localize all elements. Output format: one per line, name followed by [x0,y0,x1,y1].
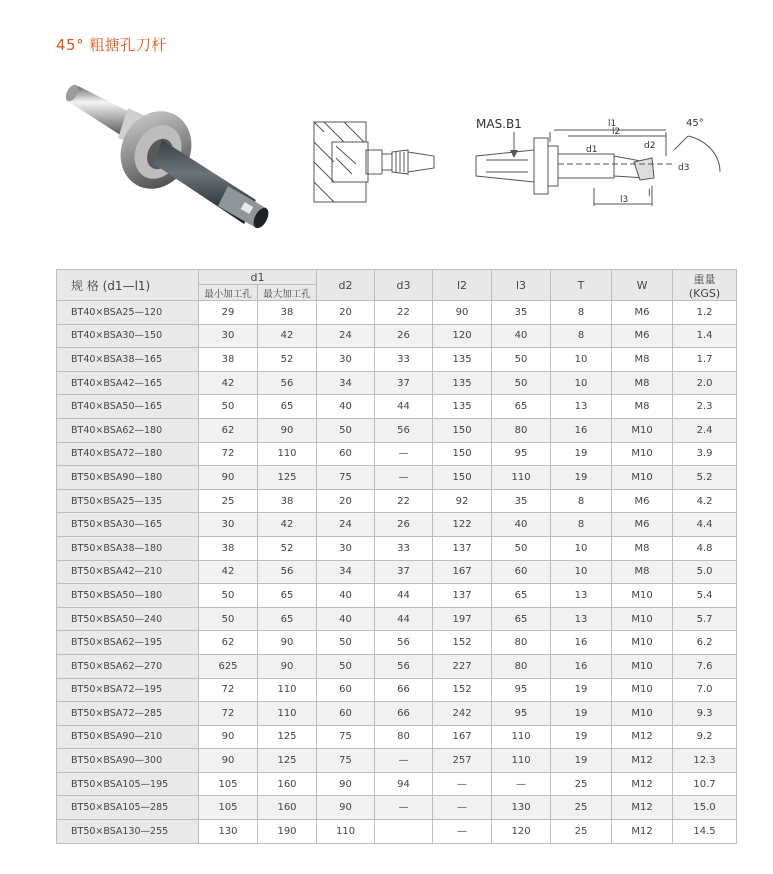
cell-weight: 9.2 [673,725,737,749]
cell-weight: 15.0 [673,796,737,820]
table-row [57,654,737,678]
cell-weight: 7.6 [673,654,737,678]
cell-w: M12 [612,820,673,844]
cell-t: 13 [551,395,612,419]
cell-d1-max: 65 [258,584,317,608]
cell-l2: 152 [433,678,492,702]
cell-w: M10 [612,654,673,678]
table-row [57,371,737,395]
cell-d1-min: 130 [199,820,258,844]
table-row [57,418,737,442]
table-row [57,301,737,325]
cell-l3: 80 [492,418,551,442]
cell-d1-max: 110 [258,442,317,466]
cell-l3: 60 [492,560,551,584]
cell-d1-max: 160 [258,796,317,820]
cell-t: 16 [551,631,612,655]
table-row [57,324,737,348]
cell-l3: 95 [492,702,551,726]
cell-d1-min: 72 [199,442,258,466]
cell-d3: — [375,466,433,490]
cell-d3: 26 [375,513,433,537]
cell-d3: 22 [375,489,433,513]
table-row [57,772,737,796]
cell-t: 19 [551,442,612,466]
cell-model: BT40×BSA25—120 [57,301,199,325]
cell-d1-max: 52 [258,536,317,560]
cell-l3: 110 [492,466,551,490]
cell-t: 8 [551,301,612,325]
cell-t: 19 [551,466,612,490]
table-row [57,348,737,372]
cell-t: 8 [551,513,612,537]
cell-t: 19 [551,749,612,773]
cell-model: BT50×BSA62—195 [57,631,199,655]
cell-w: M10 [612,584,673,608]
cell-d1-max: 42 [258,324,317,348]
cell-model: BT50×BSA105—195 [57,772,199,796]
cell-l2: 90 [433,301,492,325]
cell-t: 10 [551,560,612,584]
spec-table [56,269,737,844]
cell-d1-min: 25 [199,489,258,513]
cell-d3: 22 [375,301,433,325]
cell-d3: — [375,749,433,773]
cell-d1-max: 90 [258,654,317,678]
cell-t: 8 [551,489,612,513]
cell-l2: 135 [433,348,492,372]
table-row [57,560,737,584]
header-d2: d2 [317,270,375,301]
cell-d2: 60 [317,702,375,726]
dimension-drawing [474,106,739,224]
cell-d2: 20 [317,301,375,325]
header-t: T [551,270,612,301]
cell-d3: 56 [375,631,433,655]
cell-l2: 92 [433,489,492,513]
label-d3: d3 [678,163,690,173]
cell-d3 [375,820,433,844]
cell-d3: 66 [375,678,433,702]
cell-d1-min: 62 [199,631,258,655]
cell-d1-max: 190 [258,820,317,844]
label-l1: l1 [608,119,617,129]
cell-l2: 135 [433,371,492,395]
label-mas: MAS.B1 [476,117,522,131]
cell-d3: 44 [375,584,433,608]
cell-w: M12 [612,749,673,773]
cell-w: M8 [612,560,673,584]
cell-d3: 44 [375,395,433,419]
cell-model: BT50×BSA25—135 [57,489,199,513]
cell-l3: 35 [492,301,551,325]
cell-l2: 227 [433,654,492,678]
cell-w: M10 [612,442,673,466]
cell-l3: 95 [492,442,551,466]
cell-l2: 197 [433,607,492,631]
table-row [57,678,737,702]
cell-model: BT50×BSA90—210 [57,725,199,749]
cell-w: M10 [612,418,673,442]
cell-d2: 50 [317,631,375,655]
cell-model: BT50×BSA38—180 [57,536,199,560]
cell-l2: 120 [433,324,492,348]
table-row [57,702,737,726]
cell-weight: 12.3 [673,749,737,773]
table-row [57,607,737,631]
cell-d1-max: 90 [258,418,317,442]
cell-d1-min: 90 [199,725,258,749]
cell-model: BT50×BSA50—180 [57,584,199,608]
cell-model: BT40×BSA50—165 [57,395,199,419]
cell-l3: 65 [492,607,551,631]
cell-model: BT50×BSA42—210 [57,560,199,584]
cell-l2: 137 [433,536,492,560]
cell-l2: 150 [433,466,492,490]
cell-d1-min: 62 [199,418,258,442]
cell-d3: 26 [375,324,433,348]
table-row [57,489,737,513]
cell-d1-max: 38 [258,301,317,325]
cell-model: BT40×BSA42—165 [57,371,199,395]
cell-model: BT50×BSA105—285 [57,796,199,820]
cell-d2: 60 [317,442,375,466]
cell-d2: 110 [317,820,375,844]
cell-l2: 257 [433,749,492,773]
cell-model: BT50×BSA30—165 [57,513,199,537]
cell-t: 19 [551,678,612,702]
label-d1: d1 [586,145,598,155]
cell-d3: 33 [375,536,433,560]
cell-t: 25 [551,796,612,820]
cell-t: 25 [551,820,612,844]
header-model: 规 格 (d1—l1) [57,270,199,301]
table-row [57,749,737,773]
cell-d1-max: 160 [258,772,317,796]
label-l: l [648,189,651,199]
cell-d1-min: 90 [199,466,258,490]
cell-weight: 5.4 [673,584,737,608]
table-row [57,820,737,844]
cell-weight: 2.4 [673,418,737,442]
cell-t: 16 [551,654,612,678]
cell-weight: 1.4 [673,324,737,348]
cell-d1-min: 105 [199,772,258,796]
cell-d1-max: 110 [258,702,317,726]
cell-d2: 40 [317,395,375,419]
cell-l3: 95 [492,678,551,702]
cell-d1-min: 50 [199,395,258,419]
cell-l3: 65 [492,584,551,608]
table-row [57,631,737,655]
cell-d2: 90 [317,772,375,796]
cell-weight: 5.0 [673,560,737,584]
cell-d3: 66 [375,702,433,726]
cell-d1-min: 30 [199,513,258,537]
cell-l3: 40 [492,324,551,348]
cell-d1-max: 56 [258,560,317,584]
cell-t: 19 [551,702,612,726]
cell-w: M8 [612,395,673,419]
page-title: 45° 粗搪孔刀杆 [56,36,167,54]
cell-weight: 2.3 [673,395,737,419]
header-w: W [612,270,673,301]
cell-l2: 242 [433,702,492,726]
cell-l3: 50 [492,348,551,372]
cell-model: BT40×BSA38—165 [57,348,199,372]
cell-d1-min: 625 [199,654,258,678]
table-row [57,725,737,749]
cell-model: BT50×BSA72—285 [57,702,199,726]
cell-model: BT50×BSA62—270 [57,654,199,678]
cell-l2: — [433,772,492,796]
label-l3: l3 [620,195,629,205]
cell-w: M8 [612,371,673,395]
cell-d2: 24 [317,324,375,348]
table-row [57,442,737,466]
cell-l3: 65 [492,395,551,419]
cell-model: BT50×BSA50—240 [57,607,199,631]
cell-l2: — [433,796,492,820]
cell-d1-max: 65 [258,607,317,631]
cell-t: 10 [551,371,612,395]
cell-w: M10 [612,466,673,490]
cell-w: M8 [612,348,673,372]
cell-d1-max: 65 [258,395,317,419]
cell-d3: 56 [375,418,433,442]
spec-table-body [57,301,737,844]
label-d2: d2 [644,141,656,151]
header-d3: d3 [375,270,433,301]
cell-l2: 150 [433,442,492,466]
cell-l2: — [433,820,492,844]
cell-l3: 130 [492,796,551,820]
cell-l3: 80 [492,654,551,678]
cell-d1-max: 125 [258,749,317,773]
cell-d3: 37 [375,560,433,584]
table-row [57,395,737,419]
table-row [57,513,737,537]
cell-d1-min: 72 [199,678,258,702]
cell-d1-min: 42 [199,371,258,395]
cell-w: M6 [612,489,673,513]
cell-model: BT50×BSA90—180 [57,466,199,490]
cell-w: M8 [612,536,673,560]
table-row [57,536,737,560]
label-angle: 45° [686,118,704,129]
header-d1-max: 最大加工孔 [258,285,317,301]
cell-d3: 94 [375,772,433,796]
cell-l2: 167 [433,725,492,749]
cell-d1-min: 50 [199,584,258,608]
cell-weight: 2.0 [673,371,737,395]
cell-t: 8 [551,324,612,348]
cell-d3: 44 [375,607,433,631]
cell-l2: 135 [433,395,492,419]
cell-d1-max: 52 [258,348,317,372]
cell-d1-min: 29 [199,301,258,325]
cell-w: M10 [612,678,673,702]
cell-d1-min: 38 [199,536,258,560]
cell-d3: — [375,796,433,820]
header-weight-label: 重量 [693,272,716,286]
cell-weight: 4.4 [673,513,737,537]
cell-w: M10 [612,702,673,726]
cell-weight: 3.9 [673,442,737,466]
cell-weight: 1.7 [673,348,737,372]
header-l3: l3 [492,270,551,301]
cell-d1-max: 125 [258,466,317,490]
cell-d1-min: 72 [199,702,258,726]
cell-l3: 40 [492,513,551,537]
cell-d2: 75 [317,749,375,773]
table-row [57,796,737,820]
cell-l3: 120 [492,820,551,844]
cell-d1-max: 42 [258,513,317,537]
cell-d2: 30 [317,348,375,372]
cell-w: M10 [612,631,673,655]
cell-d3: — [375,442,433,466]
cell-w: M6 [612,513,673,537]
cell-model: BT40×BSA62—180 [57,418,199,442]
cell-d1-min: 38 [199,348,258,372]
cell-l3: 50 [492,371,551,395]
cell-d3: 80 [375,725,433,749]
cell-model: BT40×BSA30—150 [57,324,199,348]
cell-t: 10 [551,536,612,560]
cell-d1-min: 42 [199,560,258,584]
cell-model: BT50×BSA90—300 [57,749,199,773]
cell-d2: 75 [317,466,375,490]
cell-d1-max: 110 [258,678,317,702]
cell-w: M6 [612,324,673,348]
cell-l3: — [492,772,551,796]
cell-d2: 60 [317,678,375,702]
cell-d1-min: 90 [199,749,258,773]
cell-d1-min: 105 [199,796,258,820]
cell-d2: 50 [317,418,375,442]
cell-weight: 9.3 [673,702,737,726]
table-row [57,466,737,490]
header-d1: d1 [199,270,317,285]
cell-l2: 122 [433,513,492,537]
cell-model: BT50×BSA72—195 [57,678,199,702]
cell-d1-min: 30 [199,324,258,348]
cell-weight: 6.2 [673,631,737,655]
cell-t: 25 [551,772,612,796]
cell-d1-max: 125 [258,725,317,749]
cell-t: 19 [551,725,612,749]
cell-weight: 14.5 [673,820,737,844]
cell-d1-max: 56 [258,371,317,395]
header-l2: l2 [433,270,492,301]
cell-d3: 56 [375,654,433,678]
cell-d2: 24 [317,513,375,537]
cell-t: 13 [551,584,612,608]
header-d1-min: 最小加工孔 [199,285,258,301]
cell-d2: 75 [317,725,375,749]
cell-w: M12 [612,772,673,796]
cell-l3: 80 [492,631,551,655]
cell-l2: 137 [433,584,492,608]
cell-weight: 5.7 [673,607,737,631]
cell-weight: 1.2 [673,301,737,325]
cell-l3: 110 [492,749,551,773]
cell-d2: 34 [317,560,375,584]
cell-d1-min: 50 [199,607,258,631]
cell-d2: 30 [317,536,375,560]
header-weight [673,270,737,301]
cell-weight: 4.2 [673,489,737,513]
cell-d2: 34 [317,371,375,395]
cell-d2: 40 [317,607,375,631]
cell-weight: 4.8 [673,536,737,560]
cell-d3: 33 [375,348,433,372]
cell-l3: 50 [492,536,551,560]
cell-d1-max: 90 [258,631,317,655]
cell-l2: 152 [433,631,492,655]
cell-w: M12 [612,725,673,749]
cell-weight: 7.0 [673,678,737,702]
cell-w: M12 [612,796,673,820]
cell-d2: 50 [317,654,375,678]
cell-w: M6 [612,301,673,325]
cell-l3: 35 [492,489,551,513]
section-drawing [312,112,440,212]
cell-d2: 90 [317,796,375,820]
cell-model: BT50×BSA130—255 [57,820,199,844]
cell-w: M10 [612,607,673,631]
cell-l2: 167 [433,560,492,584]
label-l2: l2 [612,127,621,137]
cell-t: 13 [551,607,612,631]
cell-weight: 5.2 [673,466,737,490]
cell-d2: 40 [317,584,375,608]
table-row [57,584,737,608]
cell-d1-max: 38 [258,489,317,513]
cell-model: BT40×BSA72—180 [57,442,199,466]
cell-d2: 20 [317,489,375,513]
cell-t: 16 [551,418,612,442]
cell-l2: 150 [433,418,492,442]
header-weight-unit: (KGS) [688,286,721,300]
tool-holder-photo [58,78,280,234]
cell-t: 10 [551,348,612,372]
cell-l3: 110 [492,725,551,749]
cell-weight: 10.7 [673,772,737,796]
cell-d3: 37 [375,371,433,395]
